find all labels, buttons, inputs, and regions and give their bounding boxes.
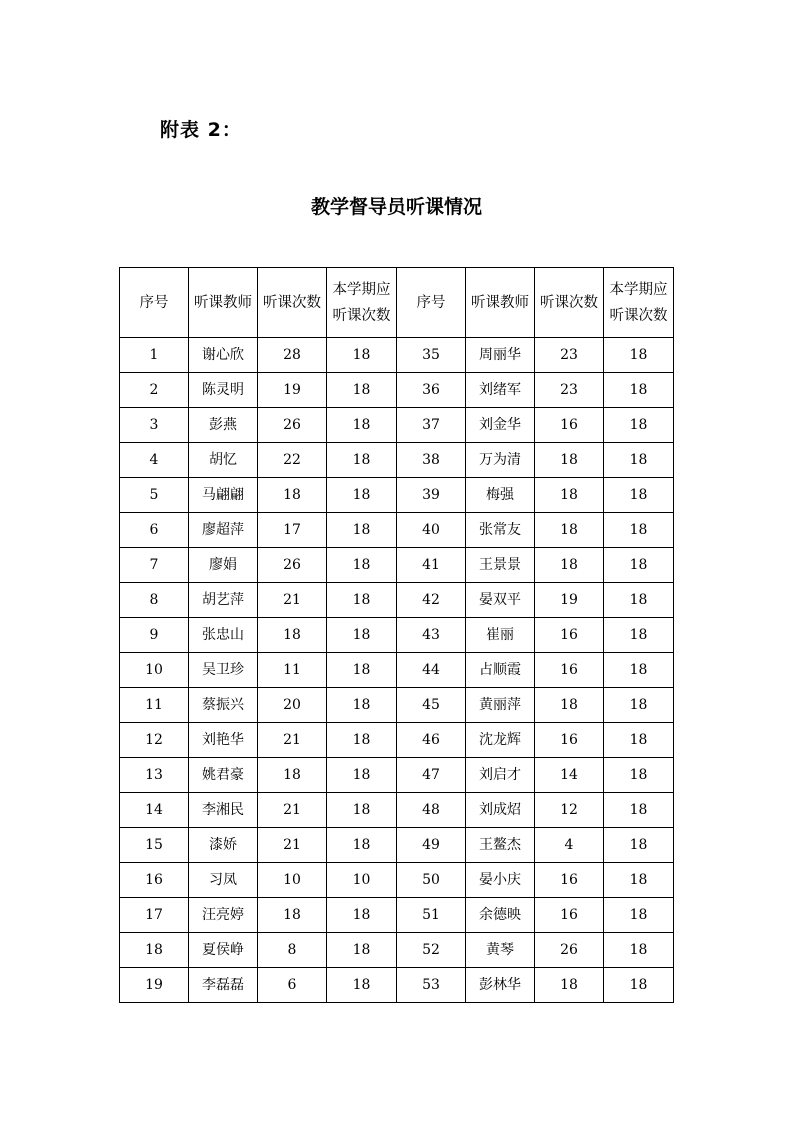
cell-count-right: 18: [535, 513, 604, 548]
cell-count-right: 16: [535, 618, 604, 653]
cell-teacher-left: 吴卫珍: [189, 653, 258, 688]
table-row: [120, 478, 674, 513]
header-count-right: 听课次数: [535, 268, 604, 338]
cell-seq-right: 41: [397, 548, 466, 583]
cell-seq-right: 51: [397, 898, 466, 933]
cell-seq-right: 37: [397, 408, 466, 443]
cell-teacher-right: 王鳌杰: [466, 828, 535, 863]
table-row: [120, 793, 674, 828]
cell-required-right: 18: [604, 618, 674, 653]
cell-seq-right: 38: [397, 443, 466, 478]
table-row: [120, 688, 674, 723]
cell-seq-left: 18: [120, 933, 189, 968]
supervision-table: [119, 267, 674, 1003]
cell-seq-left: 15: [120, 828, 189, 863]
table-row: [120, 898, 674, 933]
cell-required-left: 18: [327, 443, 397, 478]
cell-required-right: 18: [604, 933, 674, 968]
cell-teacher-right: 张常友: [466, 513, 535, 548]
cell-teacher-left: 刘艳华: [189, 723, 258, 758]
cell-teacher-left: 胡忆: [189, 443, 258, 478]
cell-required-left: 18: [327, 338, 397, 373]
cell-count-right: 18: [535, 548, 604, 583]
table-row: [120, 828, 674, 863]
cell-seq-left: 16: [120, 863, 189, 898]
cell-seq-left: 3: [120, 408, 189, 443]
cell-count-right: 18: [535, 688, 604, 723]
cell-teacher-left: 习凤: [189, 863, 258, 898]
table-row: [120, 758, 674, 793]
cell-required-left: 18: [327, 408, 397, 443]
cell-teacher-left: 姚君豪: [189, 758, 258, 793]
cell-required-left: 18: [327, 373, 397, 408]
cell-seq-left: 12: [120, 723, 189, 758]
cell-required-left: 18: [327, 898, 397, 933]
page-title: 教学督导员听课情况: [310, 196, 482, 218]
cell-teacher-right: 梅强: [466, 478, 535, 513]
cell-count-left: 28: [258, 338, 327, 373]
cell-count-right: 12: [535, 793, 604, 828]
cell-count-left: 21: [258, 583, 327, 618]
cell-teacher-left: 李湘民: [189, 793, 258, 828]
header-seq-left: 序号: [120, 268, 189, 338]
cell-count-left: 11: [258, 653, 327, 688]
cell-teacher-right: 占顺霞: [466, 653, 535, 688]
cell-teacher-right: 王景景: [466, 548, 535, 583]
cell-required-right: 18: [604, 723, 674, 758]
cell-required-right: 18: [604, 583, 674, 618]
cell-required-right: 18: [604, 408, 674, 443]
cell-required-right: 18: [604, 548, 674, 583]
cell-count-right: 18: [535, 443, 604, 478]
cell-count-right: 19: [535, 583, 604, 618]
cell-teacher-left: 汪亮婷: [189, 898, 258, 933]
cell-teacher-left: 李磊磊: [189, 968, 258, 1003]
cell-seq-right: 40: [397, 513, 466, 548]
header-teacher-left: 听课教师: [189, 268, 258, 338]
cell-seq-right: 53: [397, 968, 466, 1003]
table-row: [120, 968, 674, 1003]
cell-teacher-left: 胡艺萍: [189, 583, 258, 618]
cell-seq-left: 8: [120, 583, 189, 618]
appendix-label: 附表 2：: [160, 119, 242, 141]
table-row: [120, 723, 674, 758]
cell-required-right: 18: [604, 968, 674, 1003]
table-row: [120, 863, 674, 898]
cell-seq-right: 47: [397, 758, 466, 793]
cell-count-left: 18: [258, 758, 327, 793]
cell-teacher-right: 晏双平: [466, 583, 535, 618]
cell-count-left: 20: [258, 688, 327, 723]
cell-count-right: 16: [535, 898, 604, 933]
cell-required-right: 18: [604, 863, 674, 898]
cell-count-left: 18: [258, 478, 327, 513]
cell-required-right: 18: [604, 478, 674, 513]
cell-teacher-right: 刘金华: [466, 408, 535, 443]
cell-required-right: 18: [604, 828, 674, 863]
cell-count-left: 21: [258, 723, 327, 758]
cell-seq-right: 42: [397, 583, 466, 618]
cell-required-right: 18: [604, 338, 674, 373]
header-required-right: 本学期应听课次数: [604, 268, 674, 338]
cell-count-left: 6: [258, 968, 327, 1003]
cell-count-right: 4: [535, 828, 604, 863]
cell-seq-left: 11: [120, 688, 189, 723]
cell-count-left: 10: [258, 863, 327, 898]
cell-seq-left: 1: [120, 338, 189, 373]
cell-count-left: 18: [258, 898, 327, 933]
cell-required-left: 18: [327, 513, 397, 548]
table-row: [120, 618, 674, 653]
cell-seq-left: 2: [120, 373, 189, 408]
cell-teacher-right: 刘绪军: [466, 373, 535, 408]
cell-teacher-right: 晏小庆: [466, 863, 535, 898]
cell-seq-right: 43: [397, 618, 466, 653]
cell-teacher-left: 马翩翩: [189, 478, 258, 513]
header-teacher-right: 听课教师: [466, 268, 535, 338]
cell-count-left: 26: [258, 408, 327, 443]
cell-required-left: 10: [327, 863, 397, 898]
cell-seq-right: 36: [397, 373, 466, 408]
cell-count-right: 23: [535, 338, 604, 373]
cell-teacher-left: 夏侯峥: [189, 933, 258, 968]
cell-teacher-left: 廖超萍: [189, 513, 258, 548]
cell-teacher-right: 余德映: [466, 898, 535, 933]
cell-seq-left: 9: [120, 618, 189, 653]
cell-count-right: 26: [535, 933, 604, 968]
cell-seq-right: 50: [397, 863, 466, 898]
cell-teacher-right: 刘启才: [466, 758, 535, 793]
table-header-row: [120, 268, 674, 338]
cell-teacher-left: 张忠山: [189, 618, 258, 653]
cell-required-left: 18: [327, 758, 397, 793]
cell-required-left: 18: [327, 968, 397, 1003]
table-row: [120, 548, 674, 583]
cell-seq-right: 35: [397, 338, 466, 373]
cell-teacher-left: 陈灵明: [189, 373, 258, 408]
cell-seq-right: 39: [397, 478, 466, 513]
table-row: [120, 408, 674, 443]
cell-count-left: 8: [258, 933, 327, 968]
cell-required-left: 18: [327, 548, 397, 583]
cell-teacher-right: 刘成炤: [466, 793, 535, 828]
cell-required-right: 18: [604, 758, 674, 793]
cell-teacher-right: 沈龙辉: [466, 723, 535, 758]
cell-teacher-right: 周丽华: [466, 338, 535, 373]
cell-required-left: 18: [327, 828, 397, 863]
header-seq-right: 序号: [397, 268, 466, 338]
table-row: [120, 933, 674, 968]
cell-seq-left: 5: [120, 478, 189, 513]
cell-seq-left: 19: [120, 968, 189, 1003]
cell-required-left: 18: [327, 723, 397, 758]
cell-count-left: 17: [258, 513, 327, 548]
cell-seq-right: 48: [397, 793, 466, 828]
cell-seq-left: 7: [120, 548, 189, 583]
cell-count-right: 18: [535, 478, 604, 513]
table-row: [120, 583, 674, 618]
cell-required-left: 18: [327, 583, 397, 618]
cell-required-right: 18: [604, 443, 674, 478]
cell-seq-left: 4: [120, 443, 189, 478]
cell-teacher-left: 廖娟: [189, 548, 258, 583]
cell-required-left: 18: [327, 688, 397, 723]
table-row: [120, 373, 674, 408]
cell-count-left: 18: [258, 618, 327, 653]
cell-count-right: 16: [535, 408, 604, 443]
cell-required-right: 18: [604, 898, 674, 933]
cell-teacher-right: 黄琴: [466, 933, 535, 968]
table-row: [120, 338, 674, 373]
cell-count-right: 14: [535, 758, 604, 793]
cell-seq-right: 45: [397, 688, 466, 723]
cell-teacher-right: 崔丽: [466, 618, 535, 653]
cell-teacher-left: 蔡振兴: [189, 688, 258, 723]
cell-required-right: 18: [604, 373, 674, 408]
table-body: [120, 338, 674, 1003]
cell-count-left: 26: [258, 548, 327, 583]
cell-teacher-right: 彭林华: [466, 968, 535, 1003]
cell-required-left: 18: [327, 793, 397, 828]
cell-seq-left: 10: [120, 653, 189, 688]
cell-count-left: 21: [258, 793, 327, 828]
cell-seq-left: 13: [120, 758, 189, 793]
cell-seq-left: 17: [120, 898, 189, 933]
cell-teacher-left: 彭燕: [189, 408, 258, 443]
cell-required-left: 18: [327, 478, 397, 513]
cell-count-right: 16: [535, 723, 604, 758]
cell-seq-right: 46: [397, 723, 466, 758]
cell-required-left: 18: [327, 653, 397, 688]
cell-seq-right: 44: [397, 653, 466, 688]
cell-required-right: 18: [604, 793, 674, 828]
cell-required-right: 18: [604, 513, 674, 548]
table-row: [120, 443, 674, 478]
cell-seq-right: 52: [397, 933, 466, 968]
cell-count-left: 22: [258, 443, 327, 478]
table-row: [120, 513, 674, 548]
cell-teacher-right: 黄丽萍: [466, 688, 535, 723]
cell-teacher-right: 万为清: [466, 443, 535, 478]
cell-required-left: 18: [327, 618, 397, 653]
table-row: [120, 653, 674, 688]
cell-seq-left: 6: [120, 513, 189, 548]
cell-teacher-left: 谢心欣: [189, 338, 258, 373]
cell-count-right: 16: [535, 863, 604, 898]
cell-count-left: 19: [258, 373, 327, 408]
cell-required-left: 18: [327, 933, 397, 968]
cell-count-right: 18: [535, 968, 604, 1003]
cell-count-right: 16: [535, 653, 604, 688]
cell-required-right: 18: [604, 688, 674, 723]
header-required-left: 本学期应听课次数: [327, 268, 397, 338]
cell-required-right: 18: [604, 653, 674, 688]
cell-count-right: 23: [535, 373, 604, 408]
cell-count-left: 21: [258, 828, 327, 863]
cell-seq-right: 49: [397, 828, 466, 863]
cell-seq-left: 14: [120, 793, 189, 828]
cell-teacher-left: 漆娇: [189, 828, 258, 863]
header-count-left: 听课次数: [258, 268, 327, 338]
